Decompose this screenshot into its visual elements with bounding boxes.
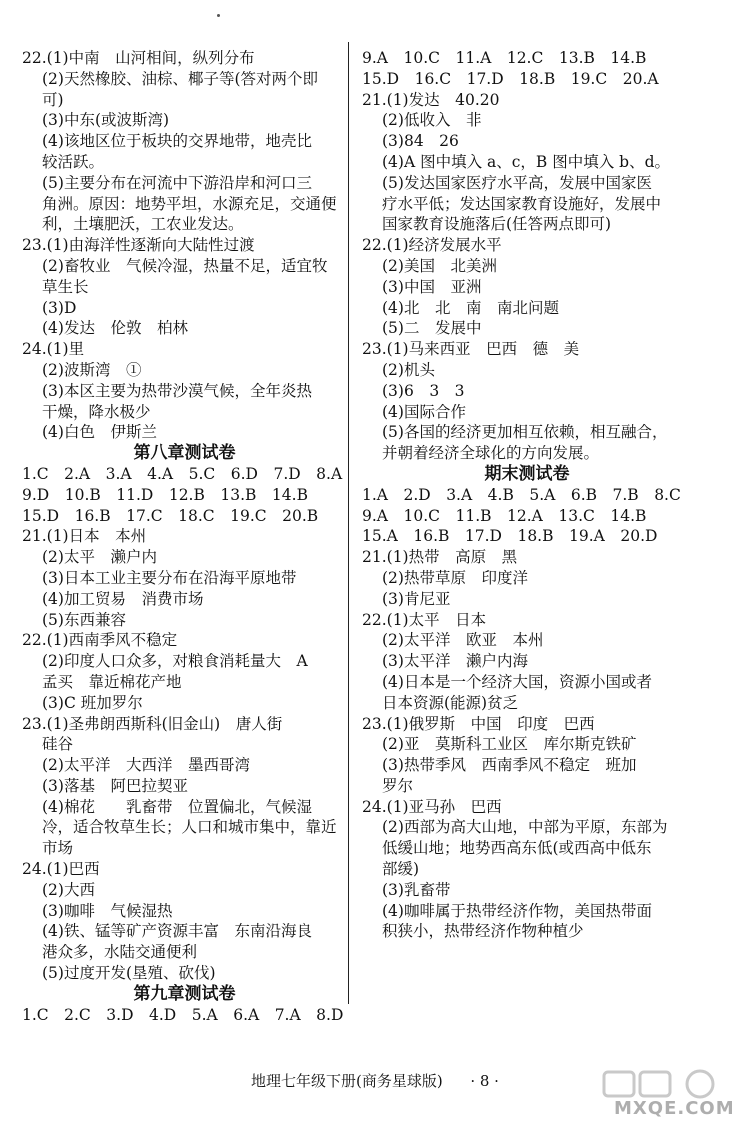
right-column [362,48,692,942]
answer-line: 21.(1)热带 高原 黑 [362,548,518,567]
section-heading: 期末测试卷 [484,463,570,484]
answer-line: 1.C 2.A 3.A 4.A 5.C 6.D 7.D 8.A [22,464,343,483]
answer-line: (2)美国 北美洲 [382,256,497,275]
answer-line: (2)亚 莫斯科工业区 库尔斯克铁矿 [382,735,637,754]
answer-line: 并朝着经济全球化的方向发展。 [382,444,600,463]
answer-line: (4)北 北 南 南北问题 [382,298,559,317]
answer-line: 22.(1)太平 日本 [362,610,487,629]
answer-line: 1.A 2.D 3.A 4.B 5.A 6.B 7.B 8.C [362,485,681,504]
answer-line: (4)该地区位于板块的交界地带，地壳比 [42,132,312,151]
answer-line: (3)中东(或波斯湾) [42,111,170,130]
answer-line: 国家教育设施落后(任答两点即可) [382,215,612,234]
answer-line: (3)乳畜带 [382,880,451,899]
answer-line: (5)各国的经济更加相互依赖，相互融合， [382,423,668,442]
answer-line: (2)西部为高大山地，中部为平原，东部为 [382,818,668,837]
answer-line: 15.D 16.C 17.D 18.B 19.C 20.A [362,69,659,88]
answer-line: 22.(1)经济发展水平 [362,236,502,255]
answer-line: (5)过度开发(垦殖、砍伐) [42,964,216,983]
answer-line: 角洲。原因：地势平坦，水源充足，交通便 [42,194,337,213]
answer-line: (3)本区主要为热带沙漠气候，全年炎热 [42,381,312,400]
answer-line: 9.D 10.B 11.D 12.B 13.B 14.B [22,485,308,504]
answer-line: (3)热带季风 西南季风不稳定 班加 [382,756,637,775]
answer-line: 24.(1)巴西 [22,860,100,879]
answer-line: (5)二 发展中 [382,319,482,338]
answer-line: 罗尔 [382,776,414,795]
answer-line: 1.C 2.C 3.D 4.D 5.A 6.A 7.A 8.D [22,1005,344,1024]
answer-line: (2)大西 [42,880,95,899]
answer-line: (5)东西兼容 [42,610,126,629]
answer-line: (2)波斯湾 ① [42,360,142,379]
answer-line: (2)天然橡胶、油棕、椰子等(答对两个即 [42,69,319,88]
answer-line: (4)棉花 乳畜带 位置偏北，气候湿 [42,797,312,816]
answer-line: (2)机头 [382,360,435,379]
answer-line: 23.(1)圣弗朗西斯科(旧金山) 唐人街 [22,714,283,733]
answer-line: (3)日本工业主要分布在沿海平原地带 [42,568,297,587]
answer-line: (4)白色 伊斯兰 [42,423,157,442]
answer-line: (3)中国 亚洲 [382,277,482,296]
scan-speck [217,14,220,17]
answer-line: (3)D [42,298,77,317]
answer-line: (3)84 26 [382,132,459,151]
answer-line: (2)热带草原 印度洋 [382,568,528,587]
answer-line: 9.A 10.C 11.B 12.A 13.C 14.B [362,506,647,525]
answer-line: 15.D 16.B 17.C 18.C 19.C 20.B [22,506,319,525]
answer-line: (2)太平 濑户内 [42,548,157,567]
answer-line: (4)铁、锰等矿产资源丰富 东南沿海良 [42,922,312,941]
answer-line: (4)国际合作 [382,402,466,421]
answer-line: 冷，适合牧草生长；人口和城市集中，靠近 [42,818,337,837]
answer-line: 可) [42,90,64,109]
watermark-text: MXQE.COM [614,1098,735,1119]
answer-line: (4)咖啡属于热带经济作物，美国热带面 [382,901,652,920]
answer-line: 干燥，降水极少 [42,402,151,421]
answer-line: (3)太平洋 濑户内海 [382,652,528,671]
answer-line: 孟买 靠近棉花产地 [42,672,182,691]
footer-book-title: 地理七年级下册(商务星球版) [251,1072,443,1090]
answer-line: (3)6 3 3 [382,381,465,400]
answer-line: 部缓) [382,860,420,879]
answer-line: 21.(1)发达 40.20 [362,90,500,109]
answer-line: (3)落基 阿巴拉契亚 [42,776,188,795]
answer-line: 22.(1)中南 山河相间，纵列分布 [22,49,255,67]
answer-line: 硅谷 [42,735,74,754]
answer-line: (4)加工贸易 消费市场 [42,589,204,608]
answer-line: (4)日本是一个经济大国，资源小国或者 [382,672,652,691]
answer-line: (2)印度人口众多，对粮食消耗量大 A [42,652,308,671]
answer-line: 23.(1)由海洋性逐渐向大陆性过渡 [22,236,255,255]
answer-line: 24.(1)里 [22,340,85,359]
answer-line: (3)咖啡 气候湿热 [42,901,173,920]
answer-line: 低缓山地；地势西高东低(或西高中低东 [382,839,652,858]
left-column [22,48,347,1025]
section-heading: 第九章测试卷 [133,983,236,1004]
answer-line: 23.(1)马来西亚 巴西 德 美 [362,340,580,359]
answer-line: 疗水平低；发达国家教育设施好，发展中 [382,194,662,213]
answer-line: 草生长 [42,277,89,296]
answer-line: (2)低收入 非 [382,111,482,130]
answer-line: (4)发达 伦敦 柏林 [42,319,188,338]
answer-line: (3)C 班加罗尔 [42,693,143,712]
answer-line: (2)太平洋 欧亚 本州 [382,631,544,650]
answer-line: (2)太平洋 大西洋 墨西哥湾 [42,756,250,775]
answer-line: (3)肯尼亚 [382,589,451,608]
answer-line: 较活跃。 [42,152,105,171]
answer-line: 积狭小，热带经济作物种植少 [382,922,584,941]
answer-line: 日本资源(能源)贫乏 [382,693,519,712]
section-heading: 第八章测试卷 [133,443,236,464]
answer-line: (4)A 图中填入 a、c，B 图中填入 b、d。 [382,152,671,171]
answer-line: 24.(1)亚马孙 巴西 [362,797,502,816]
answer-line: 市场 [42,839,74,858]
answer-line: 22.(1)西南季风不稳定 [22,631,178,650]
column-divider [348,42,349,1004]
answer-line: 15.A 16.B 17.D 18.B 19.A 20.D [362,527,658,546]
answer-line: (5)主要分布在河流中下游沿岸和河口三 [42,173,312,192]
answer-line: 利，土壤肥沃，工农业发达。 [42,215,244,234]
answer-line: (2)畜牧业 气候冷湿，热量不足，适宜牧 [42,256,328,275]
answer-line: 9.A 10.C 11.A 12.C 13.B 14.B [362,49,647,67]
answer-line: 21.(1)日本 本州 [22,527,147,546]
page-number: · 8 · [470,1072,499,1090]
answer-line: 港众多，水陆交通便利 [42,943,198,962]
answer-line: (5)发达国家医疗水平高，发展中国家医 [382,173,652,192]
answer-line: 23.(1)俄罗斯 中国 印度 巴西 [362,714,595,733]
